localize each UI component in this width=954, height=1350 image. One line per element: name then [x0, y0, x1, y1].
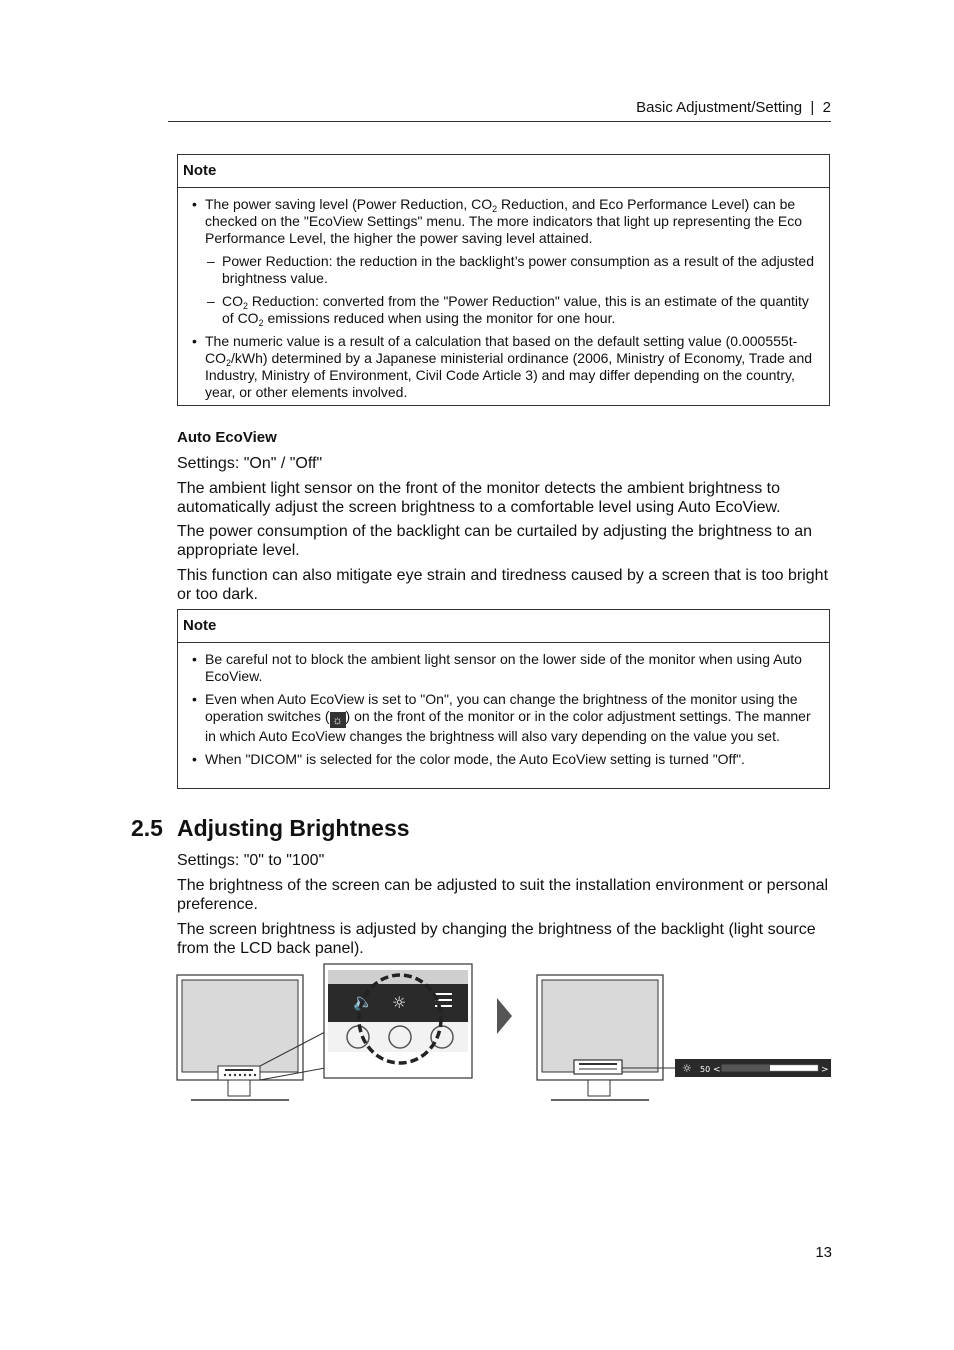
- arrow-icon: [497, 998, 512, 1034]
- page-number: 13: [815, 1244, 832, 1261]
- list-item: – $CO_2$ Reduction: converted from the "Power Reduction" value, this is an estimate of the quantity of $CO_2$ emissions reduced when using the monitor for one hour.: [190, 293, 819, 327]
- svg-text:🔈: 🔈: [353, 992, 373, 1011]
- note-title: Note: [178, 610, 829, 643]
- paragraph: The screen brightness is adjusted by changing the brightness of the backlight (light source from the LCD back panel).: [177, 921, 816, 957]
- brightness-illustration: [175, 962, 835, 1104]
- paragraph: The brightness of the screen can be adjusted to suit the installation environment or personal preference.: [177, 877, 829, 913]
- paragraph: This function can also mitigate eye strain and tiredness caused by a screen that is too bright or too dark.: [177, 567, 829, 603]
- subsection-title: Auto EcoView: [177, 429, 277, 446]
- list-item: • Be careful not to block the ambient light sensor on the lower side of the monitor when using Auto EcoView.: [190, 651, 819, 685]
- operation-switch-zoom: [324, 964, 472, 1078]
- note-title: Note: [178, 155, 829, 188]
- brightness-level-fill: [722, 1065, 770, 1071]
- settings-text: Settings: "On" / "Off": [177, 455, 323, 472]
- note-box-power-saving: [177, 154, 830, 406]
- brightness-value: 50: [700, 1065, 711, 1074]
- brightness-icon: ☼: [330, 712, 346, 728]
- list-item: • When "DICOM" is selected for the color mode, the Auto EcoView setting is turned "Off".: [190, 751, 819, 768]
- monitor-left: [177, 975, 303, 1100]
- increase-arrow: >: [821, 1065, 829, 1075]
- settings-text: Settings: "0" to "100": [177, 852, 325, 869]
- list-item: – Power Reduction: the reduction in the backlight’s power consumption as a result of the adjusted brightness value.: [190, 253, 819, 287]
- list-item: • Even when Auto EcoView is set to "On", you can change the brightness of the monitor using the operation switches ( ☼ ) on the front of the monitor or in the color adjustment settings. The manner in which Auto EcoView changes the brightness will also vary depending on the value you set.: [190, 691, 819, 745]
- note-box-auto-ecoview: [177, 609, 830, 789]
- paragraph: The ambient light sensor on the front of the monitor detects the ambient brightness to automatically adjust the screen brightness to a comfortable level using Auto EcoView.: [177, 480, 781, 516]
- monitor-right: [537, 975, 675, 1100]
- svg-text:☼: ☼: [392, 993, 407, 1012]
- section-heading: 2.5 Adjusting Brightness: [131, 815, 410, 841]
- decrease-arrow: <: [713, 1065, 721, 1075]
- list-item: • The numeric value is a result of a calculation that based on the default setting value $(0.000555t-CO_2/kWh)$ determined by a Japanese ministerial ordinance (2006, Ministry of Economy, Trade and Industry, Ministry of Environment, Civil Code Article 3) and may differ depending on the country, year, or other elements involved.: [190, 333, 819, 401]
- brightness-icon: ☼: [682, 1062, 692, 1075]
- running-header: Basic Adjustment/Setting | 2: [168, 97, 831, 122]
- paragraph: The power consumption of the backlight can be curtailed by adjusting the brightness to an appropriate level.: [177, 523, 813, 559]
- brightness-osd: [675, 1059, 831, 1077]
- list-item: • The power saving level (Power Reduction, $CO_2$ Reduction, and Eco Performance Level) can be checked on the "EcoView Settings" menu. The more indicators that light up representing the Eco Performance Level, the higher the power saving level attained.: [190, 196, 819, 247]
